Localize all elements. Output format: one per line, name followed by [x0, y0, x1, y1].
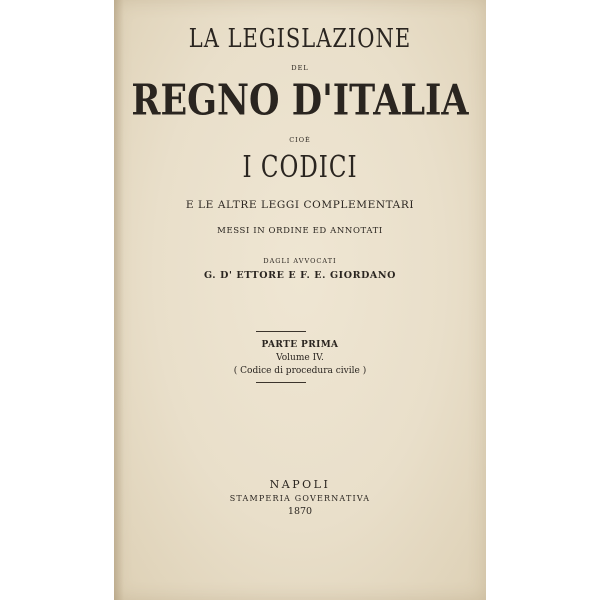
imprint-printer: STAMPERIA GOVERNATIVA — [229, 494, 371, 503]
volume-label: Volume IV. — [276, 353, 324, 363]
title-word-cioe: CIOÈ — [289, 136, 311, 144]
imprint-city: NAPOLI — [269, 478, 331, 491]
authors-line: G. D' ETTORE E F. E. GIORDANO — [203, 270, 397, 281]
divider-rule-top — [256, 331, 306, 332]
title-regno-ditalia: REGNO D'ITALIA — [131, 75, 469, 126]
subtitle-leggi: E LE ALTRE LEGGI COMPLEMENTARI — [185, 199, 415, 211]
divider-rule-bottom — [256, 382, 306, 383]
part-label: PARTE PRIMA — [261, 340, 339, 350]
volume-subject: ( Codice di procedura civile ) — [233, 366, 367, 376]
title-i-codici: I CODICI — [242, 151, 358, 185]
bleed-through-mark — [154, 306, 404, 328]
subtitle-messi: MESSI IN ORDINE ED ANNOTATI — [217, 226, 383, 236]
title-line-legislazione: LA LEGISLAZIONE — [188, 23, 412, 53]
title-word-del: DEL — [291, 64, 309, 72]
subtitle-dagli: DAGLI AVVOCATI — [263, 257, 337, 265]
title-page — [114, 0, 486, 600]
imprint-year: 1870 — [287, 506, 313, 517]
